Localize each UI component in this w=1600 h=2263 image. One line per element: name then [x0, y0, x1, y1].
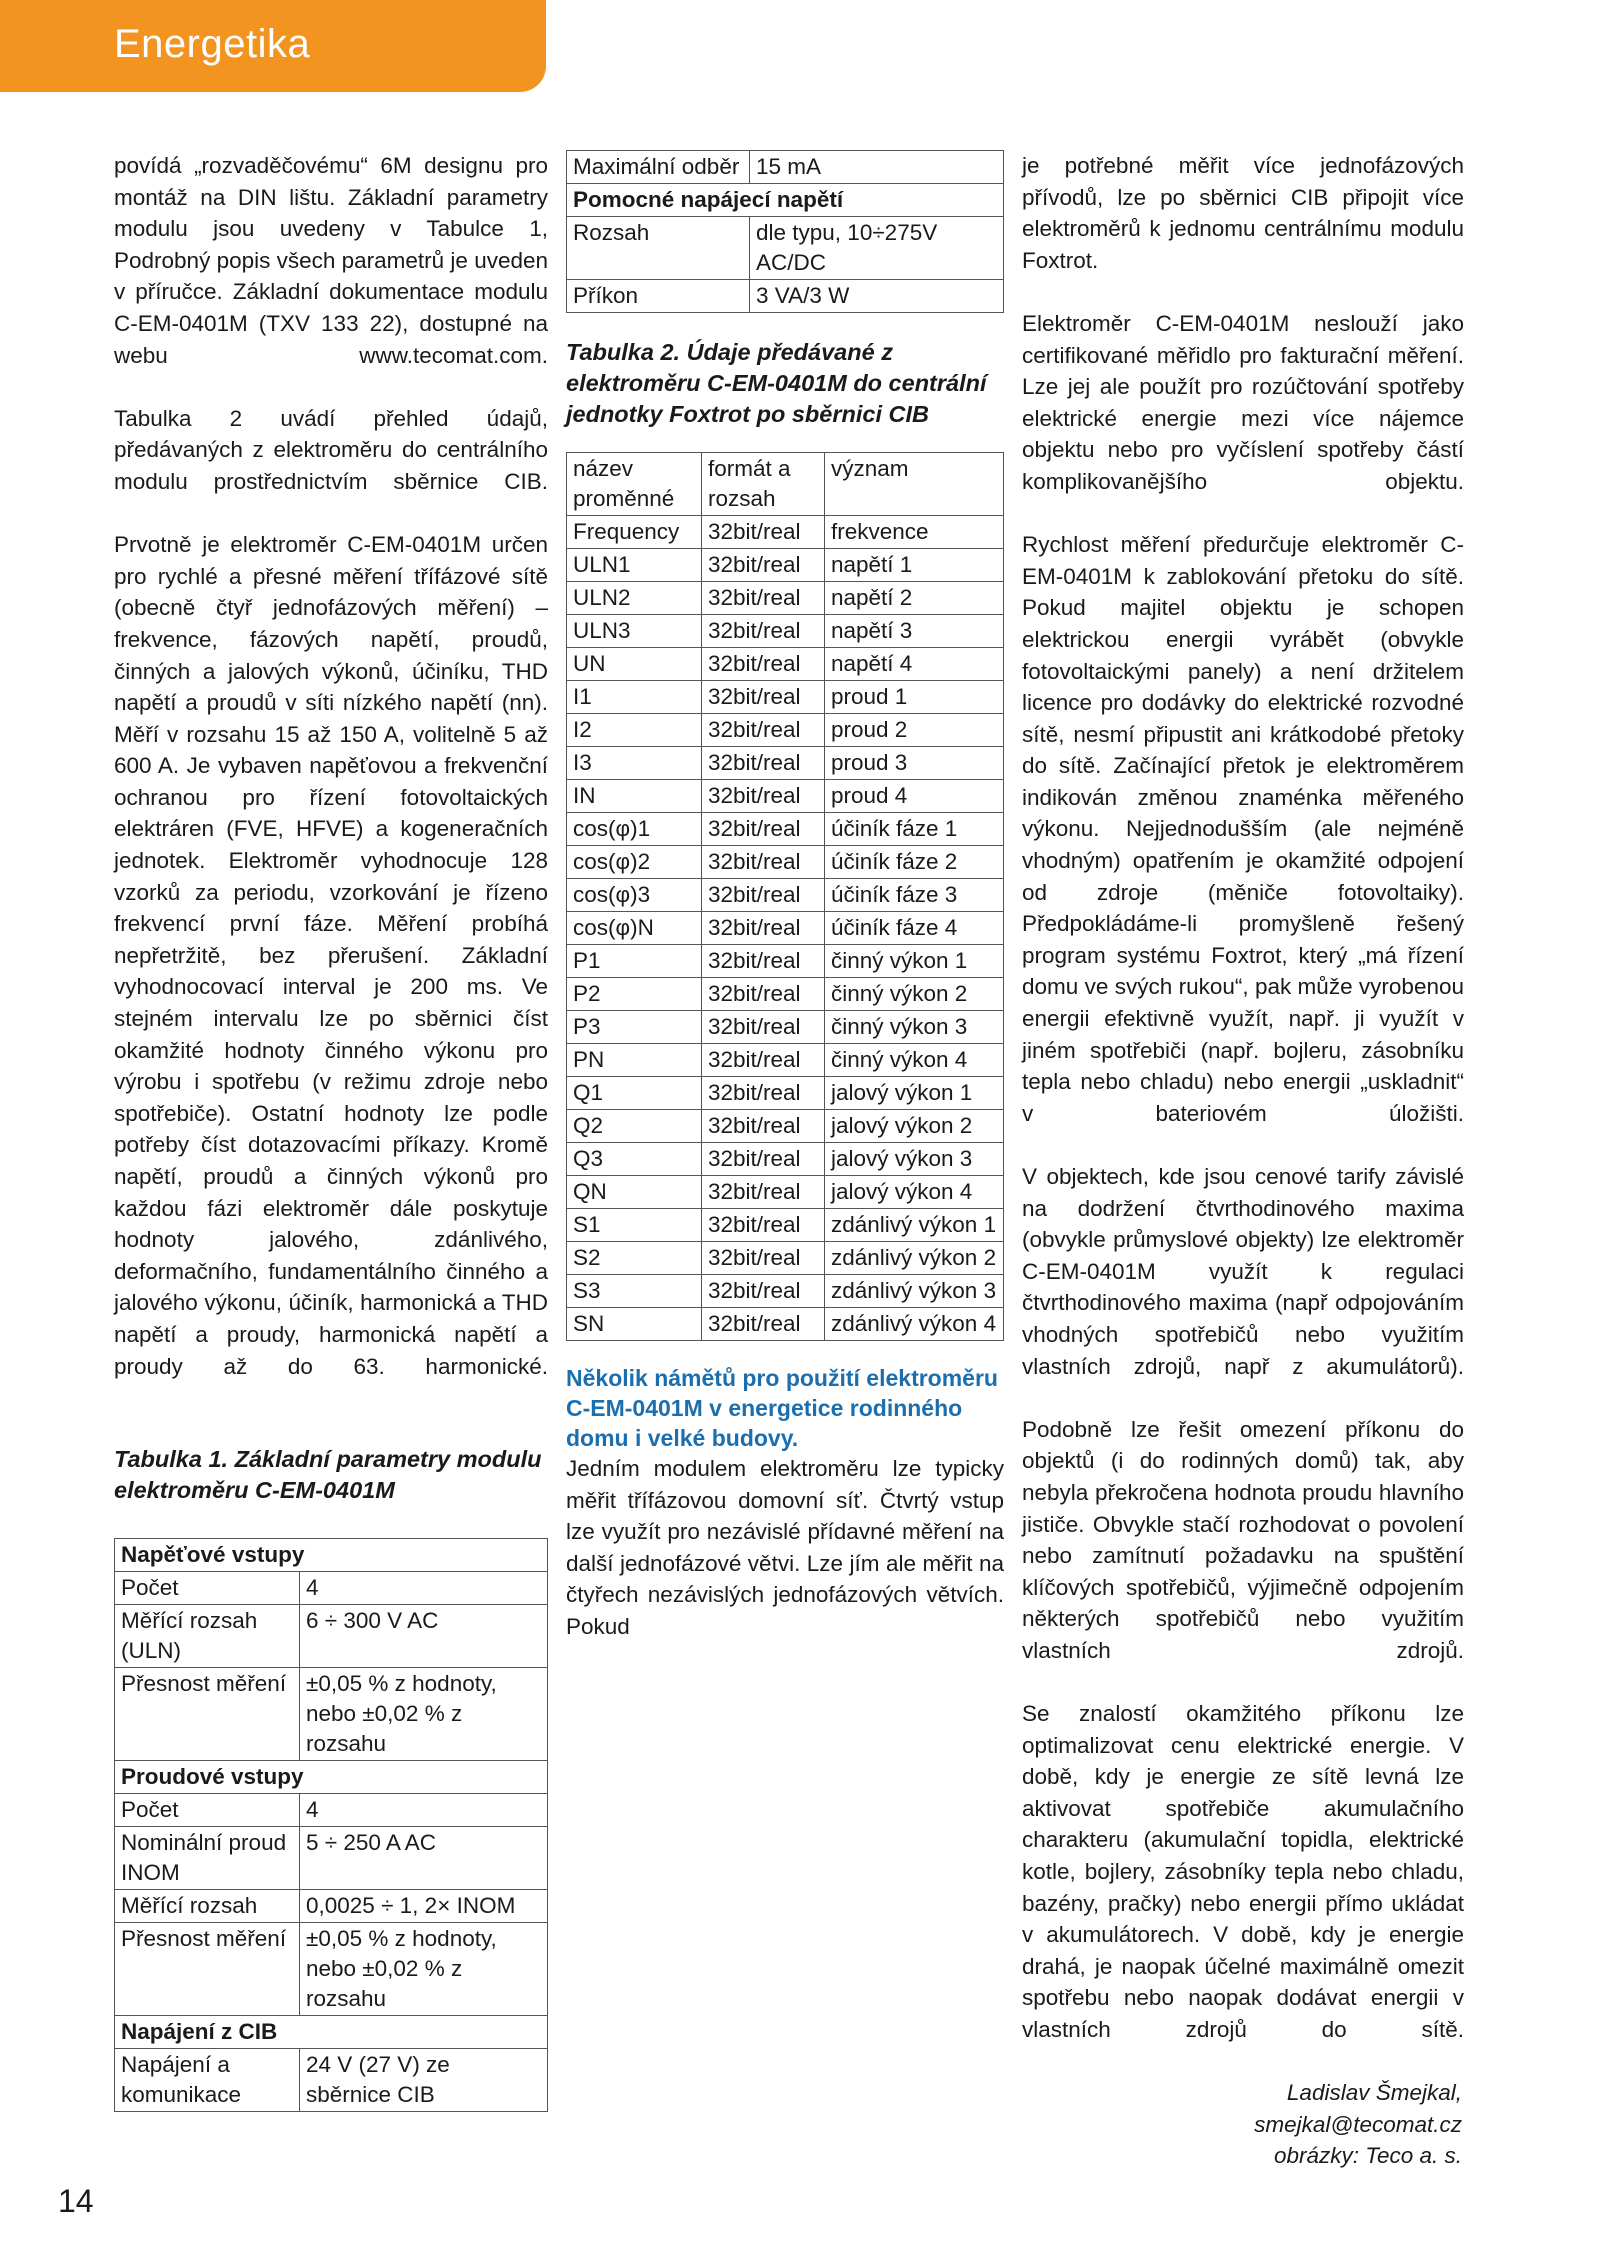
variable-format: 32bit/real: [702, 648, 825, 681]
param-label: Maximální odběr: [567, 151, 750, 184]
variable-format: 32bit/real: [702, 813, 825, 846]
variable-meaning: činný výkon 4: [825, 1044, 1004, 1077]
variable-meaning: zdánlivý výkon 1: [825, 1209, 1004, 1242]
param-value: ±0,05 % z hodnoty, nebo ±0,02 % z rozsahu: [300, 1922, 548, 2015]
table-row: [567, 648, 1004, 681]
variable-format: 32bit/real: [702, 714, 825, 747]
param-label: Příkon: [567, 280, 750, 313]
table-row: [567, 978, 1004, 1011]
variable-format: 32bit/real: [702, 912, 825, 945]
variable-meaning: účiník fáze 4: [825, 912, 1004, 945]
table-row: [567, 813, 1004, 846]
table-row: [567, 780, 1004, 813]
variable-format: 32bit/real: [702, 945, 825, 978]
variable-name: cos(φ)1: [567, 813, 702, 846]
param-label: Počet: [115, 1571, 300, 1604]
param-value: 24 V (27 V) ze sběrnice CIB: [300, 2048, 548, 2111]
param-value: 4: [300, 1571, 548, 1604]
table-row: [567, 1044, 1004, 1077]
table-row: [567, 1110, 1004, 1143]
variable-format: 32bit/real: [702, 615, 825, 648]
variable-format: 32bit/real: [702, 1176, 825, 1209]
variable-meaning: napětí 2: [825, 582, 1004, 615]
table-row: [567, 846, 1004, 879]
variable-format: 32bit/real: [702, 747, 825, 780]
variable-meaning: proud 4: [825, 780, 1004, 813]
table-row: [115, 1667, 548, 1760]
table-row: [567, 1275, 1004, 1308]
variable-name: S2: [567, 1242, 702, 1275]
variable-format: 32bit/real: [702, 1143, 825, 1176]
table-row: [115, 1760, 548, 1793]
variable-format: 32bit/real: [702, 681, 825, 714]
variable-format: 32bit/real: [702, 879, 825, 912]
variable-meaning: jalový výkon 1: [825, 1077, 1004, 1110]
param-label: Měřící rozsah (ULN): [115, 1604, 300, 1667]
paragraph: Prvotně je elektroměr C-EM-0401M určen pro rychlé a přesné měření třífázové sítě (obecně čtyř jednofázových měření) – frekvence, fázových napětí, proudů, činných a jalových výkonů, účiníku, THD napětí a proudů v síti nízkého napětí (nn). Měří v rozsahu 15 až 150 A, volitelně 5 až 600 A. Je vybaven napěťovou a frekvenční ochranou pro řízení fotovoltaických elektráren (FVE, HFVE) a kogeneračních jednotek. Elektroměr vyhodnocuje 128 vzorků za periodu, vzorkování je řízeno frekvencí první fáze. Měření probíhá nepřetržitě, bez přerušení. Základní vyhodnocovací interval je 200 ms. Ve stejném intervalu lze po sběrnici číst okamžité hodnoty činného výkonu pro výrobu i spotřebu (v režimu zdroje nebo spotřebiče). Ostatní hodnoty lze podle potřeby číst dotazovacími příkazy. Kromě napětí, proudů a činných výkonů pro každou fázi elektroměr dále poskytuje hodnoty jalového, zdánlivého, deformačního, fundamentálního činného a jalového výkonu, účiník, harmonická a THD napětí a proudy, harmonická napětí a proudy až do 63. harmonické.: [114, 532, 548, 1379]
table-row: [567, 151, 1004, 184]
table-row: [567, 747, 1004, 780]
paragraph: Se znalostí okamžitého příkonu lze optimalizovat cenu elektrické energie. V době, kdy je energie ze sítě levná lze aktivovat spotřebiče akumulačního charakteru (akumulační topidla, elektrické kotle, bojlery, zásobníky tepla nebo chladu, bazény, pračky) nebo energii přímo ukládat v akumulátorech. V době, kdy je energie drahá, je naopak účelné maximálně omezit spotřebu nebo naopak dodávat energii v vlastních zdrojů do sítě.: [1022, 1701, 1464, 2043]
variable-name: Q3: [567, 1143, 702, 1176]
paragraph: povídá „rozvaděčovému“ 6M designu pro montáž na DIN lištu. Základní parametry modulu jsou uvedeny v Tabulce 1, Podrobný popis všech parametrů je uveden v příručce. Základní dokumentace modulu C-EM-0401M (TXV 133 22), dostupné na webu www.tecomat.com.: [114, 153, 549, 368]
column-header: formát a rozsah: [702, 453, 825, 516]
variable-format: 32bit/real: [702, 978, 825, 1011]
author-email: smejkal@tecomat.cz: [1254, 2111, 1462, 2137]
column-header: název proměnné: [567, 453, 702, 516]
table-row: [567, 681, 1004, 714]
table-row: [115, 2048, 548, 2111]
variable-meaning: účiník fáze 1: [825, 813, 1004, 846]
column-3: [1022, 150, 1464, 2172]
variable-name: IN: [567, 780, 702, 813]
variable-meaning: napětí 4: [825, 648, 1004, 681]
variable-meaning: činný výkon 1: [825, 945, 1004, 978]
table-row: [567, 945, 1004, 978]
param-label: Přesnost měření: [115, 1922, 300, 2015]
param-label: Napájení a komunikace: [115, 2048, 300, 2111]
table-row: [567, 217, 1004, 280]
variable-name: cos(φ)N: [567, 912, 702, 945]
table1-continued: [566, 150, 1004, 313]
column-1: [114, 150, 548, 2112]
variable-meaning: proud 3: [825, 747, 1004, 780]
table2-caption: Tabulka 2. Údaje předávané z elektroměru C-EM-0401M do centrální jednotky Foxtrot po sběrnici CIB: [566, 339, 987, 427]
author-name: Ladislav Šmejkal,: [1286, 2080, 1462, 2106]
param-label: Přesnost měření: [115, 1667, 300, 1760]
table-row: [115, 1538, 548, 1571]
variable-name: S3: [567, 1275, 702, 1308]
table-row: [567, 714, 1004, 747]
variable-meaning: činný výkon 3: [825, 1011, 1004, 1044]
table1-caption: Tabulka 1. Základní parametry modulu elektroměru C-EM-0401M: [114, 1445, 542, 1503]
variable-name: P1: [567, 945, 702, 978]
param-value: 15 mA: [750, 151, 1004, 184]
variable-meaning: jalový výkon 2: [825, 1110, 1004, 1143]
variable-format: 32bit/real: [702, 1308, 825, 1341]
table-row: [567, 1077, 1004, 1110]
param-label: Počet: [115, 1793, 300, 1826]
variable-format: 32bit/real: [702, 549, 825, 582]
variable-format: 32bit/real: [702, 1110, 825, 1143]
param-value: dle typu, 10÷275V AC/DC: [750, 217, 1004, 280]
table2-body: [567, 516, 1004, 1341]
param-label: Rozsah: [567, 217, 750, 280]
section-tab: [0, 0, 546, 92]
param-value: ±0,05 % z hodnoty, nebo ±0,02 % z rozsahu: [300, 1667, 548, 1760]
table-row: [567, 1308, 1004, 1341]
table-row: [115, 2015, 548, 2048]
variable-format: 32bit/real: [702, 516, 825, 549]
table-group-head: Proudové vstupy: [115, 1760, 548, 1793]
variable-name: SN: [567, 1308, 702, 1341]
variable-format: 32bit/real: [702, 1242, 825, 1275]
variable-name: ULN1: [567, 549, 702, 582]
table-row: [567, 516, 1004, 549]
variable-name: Q1: [567, 1077, 702, 1110]
variable-name: QN: [567, 1176, 702, 1209]
variable-name: PN: [567, 1044, 702, 1077]
paragraph: Elektroměr C-EM-0401M neslouží jako certifikované měřidlo pro fakturační měření. Lze jej ale použít pro rozúčtování spotřeby elektrické energie mezi více nájemce objektu nebo pro vyčíslení spotřeby částí komplikovanějšího objektu.: [1022, 310, 1464, 494]
table-row: [567, 1176, 1004, 1209]
variable-name: ULN3: [567, 615, 702, 648]
variable-meaning: proud 2: [825, 714, 1004, 747]
table-row: [567, 912, 1004, 945]
page-number: 14: [58, 2183, 94, 2219]
variable-name: ULN2: [567, 582, 702, 615]
table-row: [567, 1242, 1004, 1275]
table-row: [115, 1571, 548, 1604]
variable-meaning: účiník fáze 3: [825, 879, 1004, 912]
param-label: Nominální proud INOM: [115, 1826, 300, 1889]
variable-name: UN: [567, 648, 702, 681]
variable-name: I2: [567, 714, 702, 747]
param-value: 4: [300, 1793, 548, 1826]
param-value: 3 VA/3 W: [750, 280, 1004, 313]
variable-name: Q2: [567, 1110, 702, 1143]
variable-meaning: napětí 3: [825, 615, 1004, 648]
table-row: [567, 1143, 1004, 1176]
variable-name: P2: [567, 978, 702, 1011]
variable-meaning: jalový výkon 4: [825, 1176, 1004, 1209]
table-row: [567, 1011, 1004, 1044]
param-label: Měřící rozsah: [115, 1889, 300, 1922]
table-row: [115, 1922, 548, 2015]
param-value: 0,0025 ÷ 1, 2× INOM: [300, 1889, 548, 1922]
table-row: [567, 582, 1004, 615]
paragraph: Jedním modulem elektroměru lze typicky měřit třífázovou domovní síť. Čtvrtý vstup lze využít pro nezávislé přídavné měření na další jednofázové větvi. Lze jím ale měřit na čtyřech nezávislých jednofázových větvích. Pokud: [566, 1456, 1004, 1639]
variable-format: 32bit/real: [702, 846, 825, 879]
variable-meaning: frekvence: [825, 516, 1004, 549]
section-heading: Několik námětů pro použití elektroměru C-EM-0401M v energetice rodinného domu i velké budovy.: [566, 1365, 998, 1451]
paragraph: je potřebné měřit více jednofázových přívodů, lze po sběrnici CIB připojit více elektroměrů k jednomu centrálnímu modulu Foxtrot.: [1022, 153, 1464, 273]
table-row: [115, 1793, 548, 1826]
variable-meaning: zdánlivý výkon 4: [825, 1308, 1004, 1341]
variable-name: cos(φ)3: [567, 879, 702, 912]
table-group-head: Pomocné napájecí napětí: [567, 184, 1004, 217]
table-row: [567, 549, 1004, 582]
table1: [114, 1538, 548, 2112]
table-row: [567, 280, 1004, 313]
paragraph: Rychlost měření předurčuje elektroměr C-EM-0401M k zablokování přetoku do sítě. Pokud majitel objektu je schopen elektrickou energii vyrábět (obvykle fotovoltaickými panely) a není držitelem licence pro dodávky do elektrické rozvodné sítě, nesmí připustit ani krátkodobé přetoky do sítě. Začínající přetok je elektroměrem indikován změnou znaménka měřeného výkonu. Nejjednodušším (ale nejméně vhodným) opatřením je okamžité odpojení od zdroje (měniče fotovoltaiky). Předpokládáme-li promyšleně řešený program systému Foxtrot, který „má řízení domu ve svých rukou“, pak může vyrobenou energii efektivně využít, např. ji využít v jiném spotřebiči (např. bojleru, zásobníku tepla nebo chladu) nebo energii „uskladnit“ v bateriovém úložišti.: [1022, 532, 1464, 1126]
table-row: [115, 1826, 548, 1889]
column-2: [566, 150, 1004, 1674]
table-group-head: Napájení z CIB: [115, 2015, 548, 2048]
variable-meaning: zdánlivý výkon 2: [825, 1242, 1004, 1275]
param-value: 6 ÷ 300 V AC: [300, 1604, 548, 1667]
variable-name: Frequency: [567, 516, 702, 549]
image-credits: obrázky: Teco a. s.: [1273, 2143, 1462, 2169]
variable-meaning: činný výkon 2: [825, 978, 1004, 1011]
table2: [566, 452, 1004, 1341]
paragraph: V objektech, kde jsou cenové tarify závislé na dodržení čtvrthodinového maxima (obvykle průmyslové objekty) lze elektroměr C-EM-0401M využít k regulaci čtvrthodinového maxima (např odpojováním vhodných spotřebičů nebo využitím vlastních zdrojů, např z akumulátorů).: [1022, 1164, 1464, 1379]
param-value: 5 ÷ 250 A AC: [300, 1826, 548, 1889]
variable-name: P3: [567, 1011, 702, 1044]
variable-meaning: proud 1: [825, 681, 1004, 714]
table-row: [115, 1889, 548, 1922]
paragraph: Tabulka 2 uvádí přehled údajů, předávaných z elektroměru do centrálního modulu prostřednictvím sběrnice CIB.: [114, 405, 548, 494]
variable-format: 32bit/real: [702, 1011, 825, 1044]
table-row: [115, 1604, 548, 1667]
table-header-row: [567, 453, 1004, 516]
section-title: Energetika: [114, 22, 311, 66]
column-header: význam: [825, 453, 1004, 516]
variable-meaning: zdánlivý výkon 3: [825, 1275, 1004, 1308]
variable-name: I3: [567, 747, 702, 780]
variable-format: 32bit/real: [702, 1275, 825, 1308]
variable-format: 32bit/real: [702, 1044, 825, 1077]
variable-meaning: napětí 1: [825, 549, 1004, 582]
variable-name: S1: [567, 1209, 702, 1242]
variable-meaning: jalový výkon 3: [825, 1143, 1004, 1176]
table-row: [567, 1209, 1004, 1242]
table-row: [567, 615, 1004, 648]
variable-format: 32bit/real: [702, 582, 825, 615]
table-row: [567, 184, 1004, 217]
table-row: [567, 879, 1004, 912]
variable-meaning: účiník fáze 2: [825, 846, 1004, 879]
variable-format: 32bit/real: [702, 1209, 825, 1242]
variable-name: cos(φ)2: [567, 846, 702, 879]
table-group-head: Napěťové vstupy: [115, 1538, 548, 1571]
variable-name: I1: [567, 681, 702, 714]
variable-format: 32bit/real: [702, 780, 825, 813]
variable-format: 32bit/real: [702, 1077, 825, 1110]
paragraph: Podobně lze řešit omezení příkonu do objektů (i do rodinných domů) tak, aby nebyla překročena hodnota proudu hlavního jističe. Obvykle stačí rozhodovat o povolení nebo zamítnutí požadavku na spuštění klíčových spotřebičů, výjimečně odpojením některých spotřebičů nebo využitím vlastních zdrojů.: [1022, 1416, 1464, 1663]
